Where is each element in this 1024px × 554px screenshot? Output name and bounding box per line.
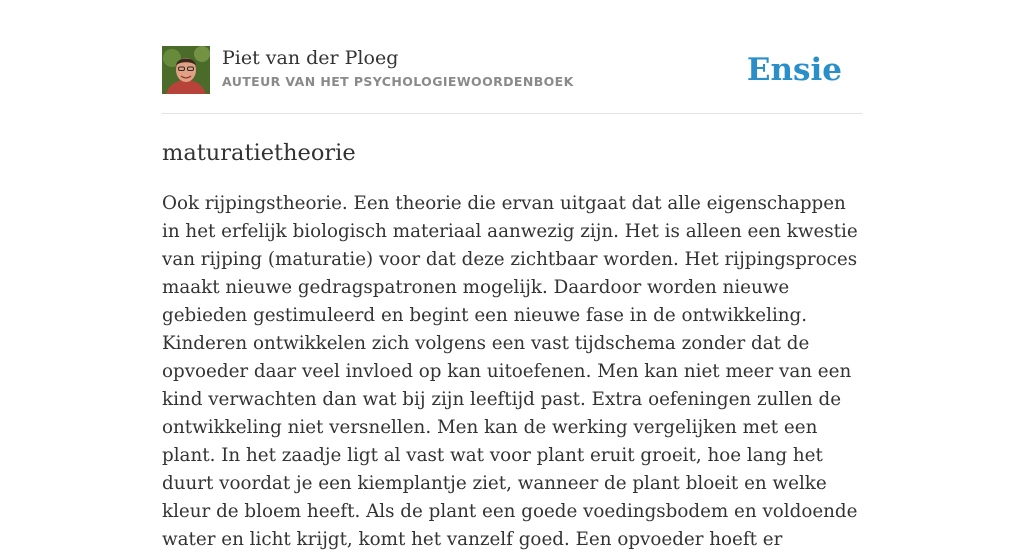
author-avatar[interactable] — [162, 46, 210, 94]
ensie-logo[interactable]: Ensie — [746, 52, 842, 88]
header-divider — [162, 113, 862, 114]
avatar-portrait-image — [162, 46, 210, 94]
author-name[interactable]: Piet van der Ploeg — [222, 47, 399, 69]
author-role: AUTEUR VAN HET PSYCHOLOGIEWOORDENBOEK — [222, 74, 574, 89]
entry-title: maturatietheorie — [162, 140, 356, 166]
entry-definition: Ook rijpingstheorie. Een theorie die ervan uitgaat dat alle eigenschappen in het erfelijk biologisch materiaal aanwezig zijn. Het is alleen een kwestie van rijping (maturatie) voor dat deze zichtbaar worden. Het rijpingsproces maakt nieuwe gedragspatronen mogelijk. Daardoor worden nieuwe gebieden gestimuleerd en begint een nieuwe fase in de ontwikkeling. Kinderen ontwikkelen zich volgens een vast tijdschema zonder dat de opvoeder daar veel invloed op kan uitoefenen. Men kan niet meer van een kind verwachten dan wat bij zijn leeftijd past. Extra oefeningen zullen de ontwikkeling niet versnellen. Men kan de werking vergelijken met een plant. In het zaadje ligt al vast wat voor plant eruit groeit, hoe lang het duurt voordat je een kiemplantje ziet, wanneer de plant bloeit en welke kleur de bloem heeft. Als de plant een goede voedingsbodem en voldoende water en licht krijgt, komt het vanzelf goed. Een opvoeder hoeft er — [162, 193, 858, 550]
author-header — [162, 46, 862, 96]
